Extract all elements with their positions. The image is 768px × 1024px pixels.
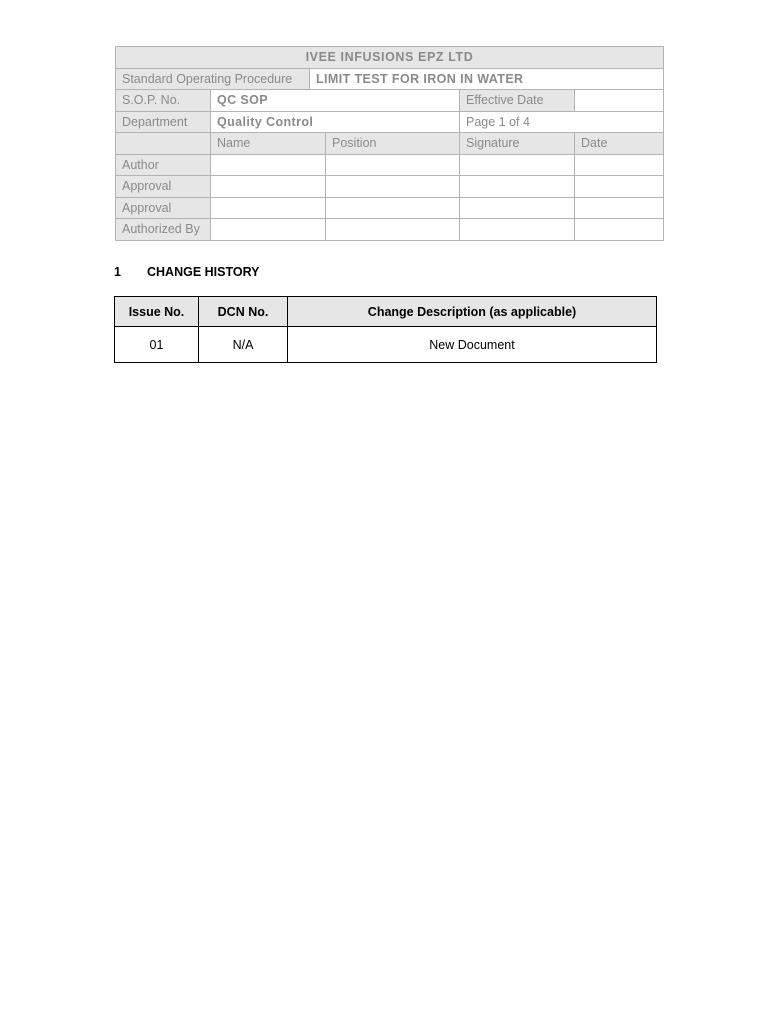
column-header-signature: Signature (460, 133, 575, 155)
page-indicator: Page 1 of 4 (460, 111, 664, 133)
role-label: Approval (116, 197, 211, 219)
department-value: Quality Control (211, 111, 460, 133)
department-label: Department (116, 111, 211, 133)
column-header-date: Date (575, 133, 664, 155)
signature-cell (460, 197, 575, 219)
column-header-change-description: Change Description (as applicable) (288, 297, 657, 327)
name-cell (211, 154, 326, 176)
sop-title: LIMIT TEST FOR IRON IN WATER (316, 71, 524, 86)
issue-no-cell: 01 (115, 327, 199, 363)
role-label: Approval (116, 176, 211, 198)
date-cell (575, 219, 664, 241)
column-header-position: Position (326, 133, 460, 155)
column-header-name: Name (211, 133, 326, 155)
effective-date-label: Effective Date (460, 90, 575, 112)
column-header-issue-no: Issue No. (115, 297, 199, 327)
position-cell (326, 219, 460, 241)
sop-label: Standard Operating Procedure (116, 69, 310, 90)
name-cell (211, 197, 326, 219)
change-description-cell: New Document (288, 327, 657, 363)
effective-date-value (575, 90, 664, 112)
position-cell (326, 197, 460, 219)
company-name: IVEE INFUSIONS EPZ LTD (116, 47, 664, 69)
sop-no-label: S.O.P. No. (116, 90, 211, 112)
role-label: Author (116, 154, 211, 176)
date-cell (575, 176, 664, 198)
signature-cell (460, 219, 575, 241)
section-number: 1 (114, 265, 121, 279)
position-cell (326, 176, 460, 198)
sop-header-table (115, 46, 664, 241)
signoff-row-approval-1 (116, 176, 664, 198)
name-cell (211, 219, 326, 241)
table-row (115, 327, 657, 363)
column-header-dcn-no: DCN No. (199, 297, 288, 327)
date-cell (575, 197, 664, 219)
sop-title-row (116, 68, 664, 90)
signature-cell (460, 176, 575, 198)
date-cell (575, 154, 664, 176)
name-cell (211, 176, 326, 198)
signoff-row-author (116, 154, 664, 176)
dcn-no-cell: N/A (199, 327, 288, 363)
column-header-blank (116, 133, 211, 155)
signature-cell (460, 154, 575, 176)
role-label: Authorized By (116, 219, 211, 241)
signoff-row-authorized-by (116, 219, 664, 241)
signoff-row-approval-2 (116, 197, 664, 219)
sop-no-value: QC SOP (211, 90, 460, 112)
change-history-heading (114, 265, 260, 279)
section-title: CHANGE HISTORY (147, 265, 260, 279)
position-cell (326, 154, 460, 176)
change-history-table (114, 296, 657, 363)
